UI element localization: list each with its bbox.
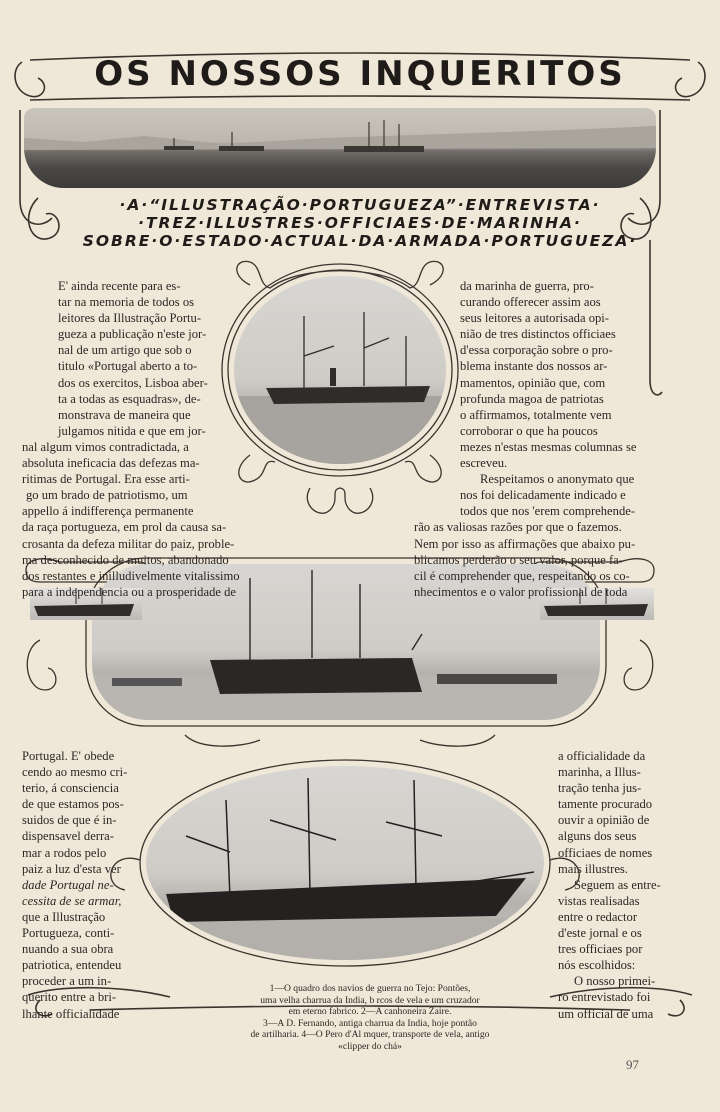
- col3-line: terio, á consciencia: [22, 781, 119, 796]
- col4-line: vistas realisadas: [558, 893, 640, 908]
- subtitle-line-2: ·TREZ·ILLUSTRES·OFFICIAES·DE·MARINHA·: [138, 214, 582, 232]
- col2-line: Nem por isso as affirmações que abaixo pu-: [414, 536, 636, 551]
- col2-line: d'essa corporação sobre o pro-: [460, 343, 613, 358]
- caption-line: 1—O quadro dos navios de guerra no Tejo: Pontões,: [269, 983, 471, 994]
- col4-line: nós escolhidos:: [558, 958, 636, 973]
- col4-line: ro entrevistado foi: [558, 990, 651, 1005]
- page-number: 97: [626, 1057, 639, 1072]
- col3-line: patriotica, entendeu: [22, 958, 122, 973]
- col2-line: blema instante dos nossos ar-: [460, 359, 608, 374]
- col4-line: um official de uma: [558, 1006, 654, 1021]
- page-title: OS NOSSOS INQUERITOS: [94, 54, 626, 94]
- article-column-4: [558, 748, 670, 1022]
- col3-line: cessita de se armar,: [22, 893, 122, 908]
- col1-line: dos os exercitos, Lisboa aber-: [58, 375, 208, 390]
- article-column-1: [22, 278, 272, 600]
- col3-line: Portugueza, conti-: [22, 926, 115, 941]
- photo-caption: [190, 983, 550, 1052]
- col1-line: tar na memoria de todos os: [58, 295, 195, 310]
- col3-line: cendo ao mesmo cri-: [22, 765, 128, 780]
- article-column-2: [414, 278, 670, 600]
- col1-line: ritimas de Portugal. Era esse arti-: [22, 472, 190, 487]
- col1-line: nal algum vimos contradictada, a: [22, 439, 189, 454]
- col4-line: O nosso primei-: [574, 974, 656, 989]
- col2-line: Respeitamos o anonymato que: [480, 472, 635, 487]
- col4-line: ouvir a opinião de: [558, 813, 650, 828]
- col4-line: alguns dos seus: [558, 829, 637, 844]
- col1-line: gueza a publicação n'este jor-: [58, 327, 207, 342]
- col2-line: cil é comprehender que, respeitando os co-: [414, 568, 630, 583]
- col3-line: dispensavel derra-: [22, 829, 114, 844]
- col2-line: nhecimentos e o valor profissional de toda: [414, 584, 628, 599]
- col3-line: suidos de que é in-: [22, 813, 117, 828]
- col3-line: Portugal. E' obede: [22, 749, 115, 763]
- harbor-panorama-photo: [24, 108, 656, 188]
- col4-line: tração tenha jus-: [558, 781, 642, 796]
- caption-line: de artilharia. 4—O Pero d'Al mquer, transporte de vela, antigo: [250, 1029, 490, 1040]
- col1-line: titulo «Portugal aberto a to-: [58, 359, 198, 374]
- col4-line: mais illustres.: [558, 861, 628, 876]
- col1-line: E' ainda recente para es-: [58, 279, 181, 293]
- col3-line: nuando a sua obra: [22, 942, 114, 957]
- col2-line: seus leitores a autorisada opi-: [460, 311, 609, 326]
- col3-line: paiz a luz d'esta ver: [22, 861, 121, 876]
- col1-line: nal de um artigo que sob o: [58, 343, 192, 358]
- col1-line: para a independencia ou a prosperidade de: [22, 584, 236, 599]
- col1-line: appello á indifferença permanente: [22, 504, 194, 519]
- col4-line: Seguem as entre-: [574, 877, 661, 892]
- col4-line: marinha, a Illus-: [558, 765, 641, 780]
- col2-line: todos que nos 'erem comprehende-: [460, 504, 636, 519]
- col1-line: absoluta ineficacia das defezas ma-: [22, 456, 200, 471]
- caption-line: «clipper do chá»: [338, 1040, 402, 1052]
- col2-line: nos foi delicadamente indicado e: [460, 488, 626, 503]
- caption-line: uma velha charrua da India, b rcos de vela e um cruzador: [260, 994, 480, 1006]
- col1-line: monstrava de maneira que: [58, 407, 191, 422]
- col2-line: profunda magoa de patriotas: [460, 391, 604, 406]
- col2-line: mamentos, opinião que, com: [460, 375, 606, 390]
- col4-line: officiaes de nomes: [558, 845, 653, 860]
- col4-line: entre o redactor: [558, 909, 638, 924]
- subtitle-line-1: ·A·“ILLUSTRAÇÃO·PORTUGUEZA”·ENTREVISTA·: [119, 196, 601, 214]
- col2-line: rão as valiosas razões por que o fazemos.: [414, 520, 622, 535]
- col3-line: de que estamos pos-: [22, 797, 124, 812]
- col4-line: d'este jornal e os: [558, 926, 642, 941]
- ship-photo-d-fernando: [146, 766, 544, 960]
- col2-line: nião de tres distinctos officiaes: [460, 327, 616, 342]
- col1-line: dos restantes e inilludivelmente vitalissimo: [22, 568, 240, 583]
- subtitle-line-3: SOBRE·O·ESTADO·ACTUAL·DA·ARMADA·PORTUGUEZA·: [82, 232, 638, 250]
- col4-line: tres officiaes por: [558, 942, 643, 957]
- col3-line: dade Portugal ne-: [22, 877, 114, 892]
- col1-line: ma desconhecido de muitos, abandonado: [22, 552, 229, 567]
- col1-line: julgamos nitida e que em jor-: [58, 423, 206, 438]
- col2-line: corroborar o que ha poucos: [460, 423, 598, 438]
- col3-line: que a Illustração: [22, 909, 106, 924]
- col2-line: curando offerecer assim aos: [460, 295, 601, 310]
- col3-line: proceder a um in-: [22, 974, 112, 989]
- col1-line: da raça portugueza, em prol da causa sa-: [22, 520, 227, 535]
- caption-line: 3—A D. Fernando, antiga charrua da India, hoje pontão: [263, 1017, 477, 1029]
- col3-line: mar a rodos pelo: [22, 845, 107, 860]
- col3-line: querito entre a bri-: [22, 990, 117, 1005]
- col2-line: mezes n'estas mesmas columnas se: [460, 439, 637, 454]
- article-column-3: [22, 748, 142, 1022]
- caption-line: em eterno fabrico. 2—A canhoneira Zaire.: [288, 1006, 452, 1017]
- col4-line: a officialidade da: [558, 749, 646, 763]
- col1-line: go um brado de patriotismo, um: [26, 488, 188, 503]
- col1-line: crosanta da defeza militar do paiz, proble-: [22, 536, 235, 551]
- col2-line: blicamos perderão o seu valor, porque fa-: [414, 552, 623, 567]
- col1-line: ta a todas as esquadras», de-: [58, 391, 201, 406]
- col2-line: escreveu.: [460, 456, 508, 471]
- col1-line: leitores da Illustração Portu-: [58, 311, 202, 326]
- col3-line: lhante officialidade: [22, 1006, 120, 1021]
- col4-line: tamente procurado: [558, 797, 653, 812]
- col2-line: da marinha de guerra, pro-: [460, 279, 594, 293]
- col2-line: o affirmamos, totalmente vem: [460, 407, 612, 422]
